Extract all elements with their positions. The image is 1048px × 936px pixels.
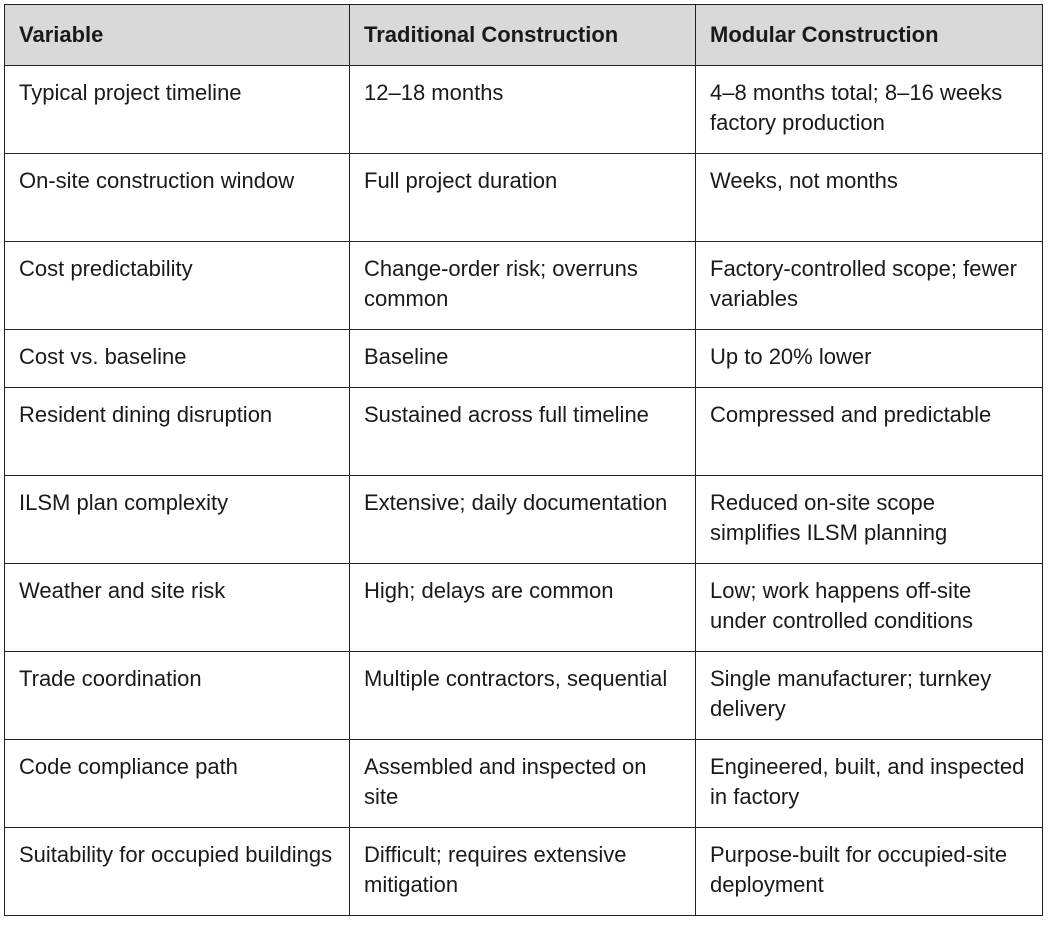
cell-variable: Code compliance path [5, 740, 350, 828]
cell-traditional: Sustained across full timeline [350, 388, 696, 476]
table-row [5, 476, 1043, 564]
cell-modular: Purpose-built for occupied-site deployment [696, 828, 1043, 916]
table-body [5, 66, 1043, 916]
table-row [5, 828, 1043, 916]
cell-modular: Up to 20% lower [696, 330, 1043, 388]
cell-variable: Weather and site risk [5, 564, 350, 652]
cell-variable: Typical project timeline [5, 66, 350, 154]
cell-traditional: Full project duration [350, 154, 696, 242]
cell-variable: Cost vs. baseline [5, 330, 350, 388]
cell-modular: Low; work happens off-site under controlled conditions [696, 564, 1043, 652]
header-variable: Variable [5, 5, 350, 66]
header-traditional: Traditional Construction [350, 5, 696, 66]
table-row [5, 740, 1043, 828]
cell-traditional: Multiple contractors, sequential [350, 652, 696, 740]
cell-variable: ILSM plan complexity [5, 476, 350, 564]
cell-modular: Single manufacturer; turnkey delivery [696, 652, 1043, 740]
table-row [5, 66, 1043, 154]
table-row [5, 330, 1043, 388]
comparison-table [4, 4, 1043, 916]
cell-modular: Weeks, not months [696, 154, 1043, 242]
cell-variable: On-site construction window [5, 154, 350, 242]
cell-traditional: Assembled and inspected on site [350, 740, 696, 828]
cell-traditional: Extensive; daily documentation [350, 476, 696, 564]
header-row [5, 5, 1043, 66]
cell-modular: 4–8 months total; 8–16 weeks factory production [696, 66, 1043, 154]
header-modular: Modular Construction [696, 5, 1043, 66]
cell-modular: Factory-controlled scope; fewer variables [696, 242, 1043, 330]
table-row [5, 154, 1043, 242]
cell-variable: Cost predictability [5, 242, 350, 330]
cell-traditional: 12–18 months [350, 66, 696, 154]
cell-modular: Reduced on-site scope simplifies ILSM planning [696, 476, 1043, 564]
table-row [5, 652, 1043, 740]
cell-traditional: Baseline [350, 330, 696, 388]
cell-traditional: Change-order risk; overruns common [350, 242, 696, 330]
cell-variable: Resident dining disruption [5, 388, 350, 476]
cell-modular: Engineered, built, and inspected in factory [696, 740, 1043, 828]
table-row [5, 388, 1043, 476]
table-row [5, 564, 1043, 652]
cell-variable: Trade coordination [5, 652, 350, 740]
comparison-table-container [4, 4, 1044, 916]
cell-traditional: Difficult; requires extensive mitigation [350, 828, 696, 916]
table-row [5, 242, 1043, 330]
cell-traditional: High; delays are common [350, 564, 696, 652]
cell-modular: Compressed and predictable [696, 388, 1043, 476]
table-header [5, 5, 1043, 66]
cell-variable: Suitability for occupied buildings [5, 828, 350, 916]
